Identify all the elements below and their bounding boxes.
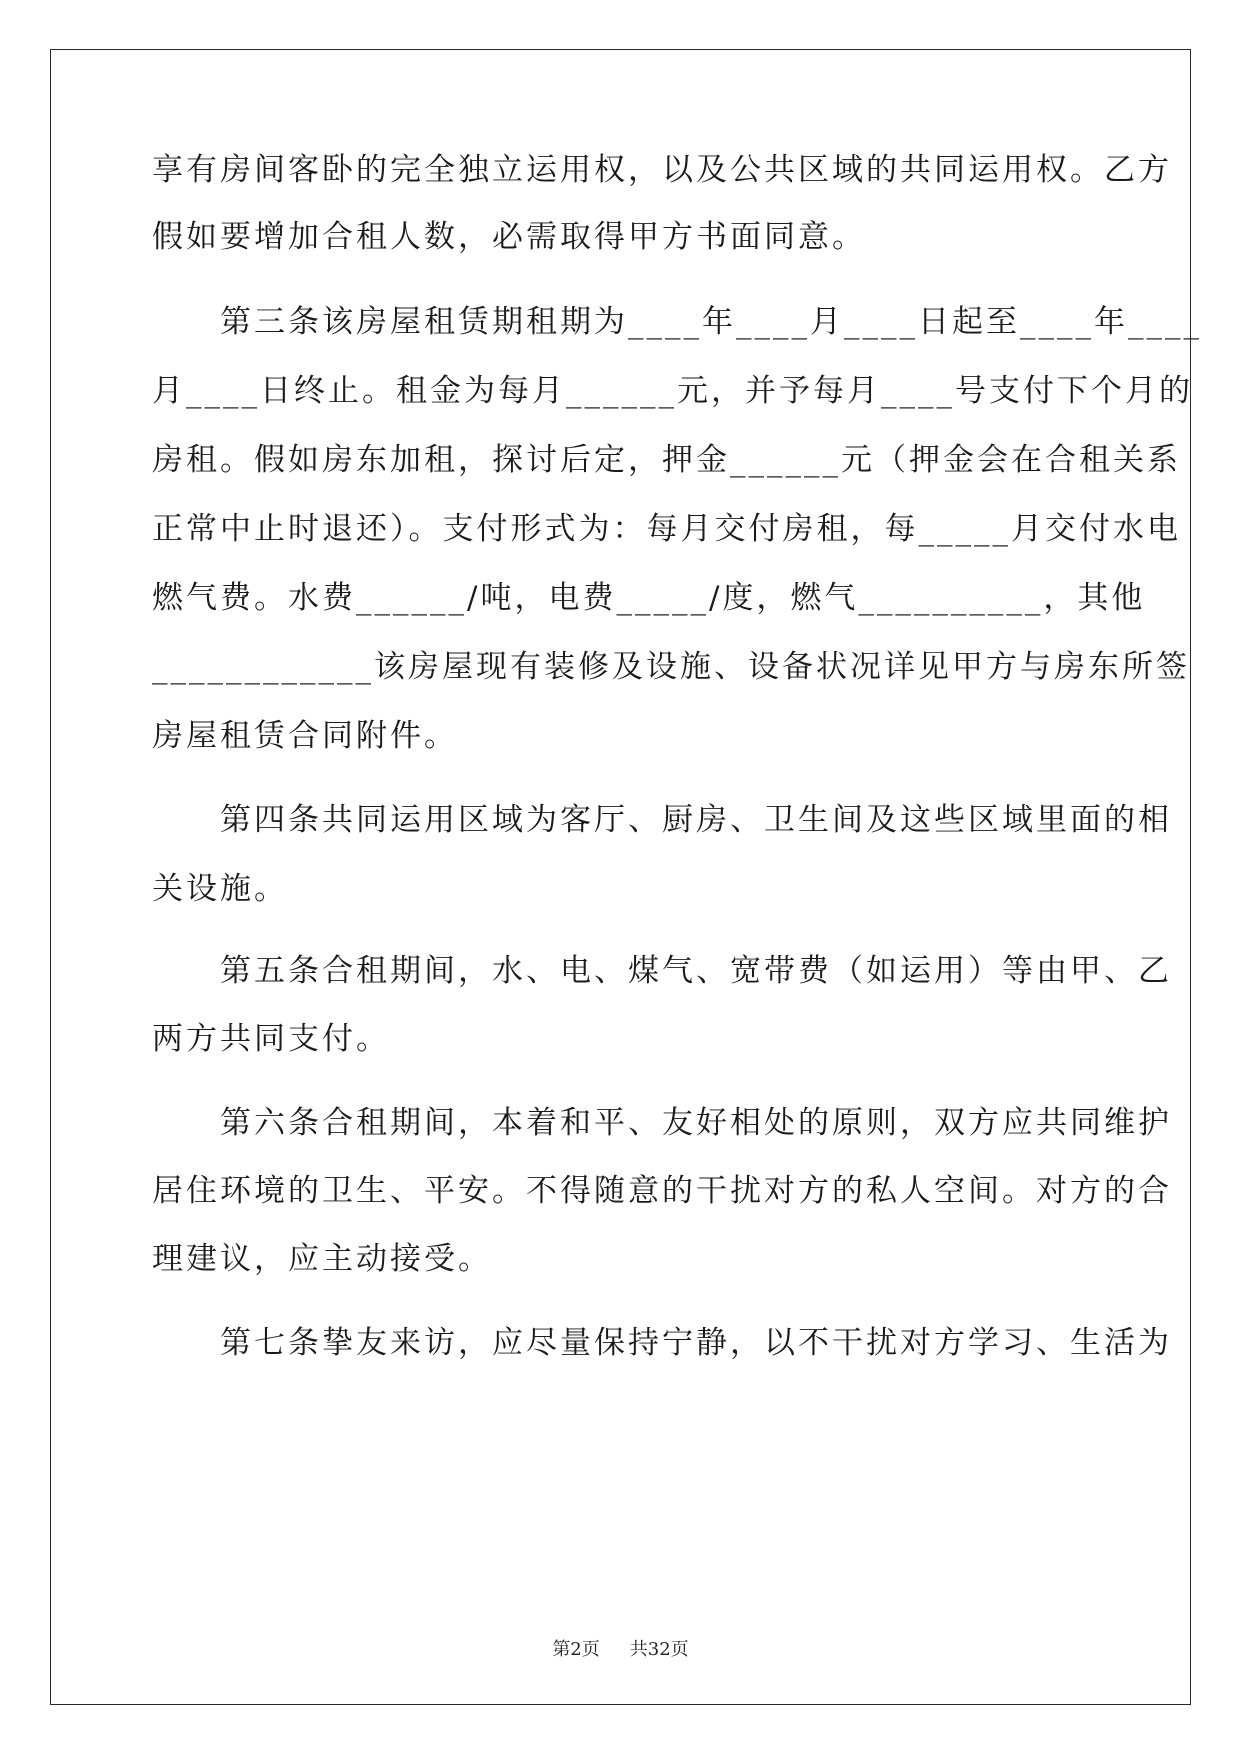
text-line: 第六条合租期间，本着和平、友好相处的原则，双方应共同维护 — [152, 1105, 1172, 1141]
text-line: 居住环境的卫生、平安。不得随意的干扰对方的私人空间。对方的合 — [152, 1173, 1172, 1209]
text-line: 燃气费。水费______/吨，电费_____/度，燃气__________，其他 — [152, 580, 1146, 616]
page-footer — [0, 1635, 1241, 1661]
text-line: 关设施。 — [152, 871, 288, 907]
text-line: 享有房间客卧的完全独立运用权，以及公共区域的共同运用权。乙方 — [152, 152, 1172, 188]
text-line: 假如要增加合租人数，必需取得甲方书面同意。 — [152, 219, 866, 255]
text-line: 第七条挚友来访，应尽量保持宁静，以不干扰对方学习、生活为 — [152, 1325, 1172, 1361]
text-line: 房租。假如房东加租，探讨后定，押金______元（押金会在合租关系 — [152, 442, 1181, 478]
text-line: ____________该房屋现有装修及设施、设备状况详见甲方与房东所签 — [152, 649, 1190, 685]
text-line: 第三条该房屋租赁期租期为____年____月____日起至____年____ — [152, 304, 1202, 340]
text-line: 第四条共同运用区域为客厅、厨房、卫生间及这些区域里面的相 — [152, 802, 1172, 838]
page-number: 第2页 — [552, 1639, 600, 1660]
text-line: 房屋租赁合同附件。 — [152, 718, 458, 754]
text-line: 理建议，应主动接受。 — [152, 1241, 492, 1277]
text-line: 第五条合租期间，水、电、煤气、宽带费（如运用）等由甲、乙 — [152, 953, 1172, 989]
text-line: 正常中止时退还）。支付形式为：每月交付房租，每_____月交付水电 — [152, 511, 1181, 547]
text-line: 月____日终止。租金为每月______元，并予每月____号支付下个月的 — [152, 373, 1193, 409]
text-line: 两方共同支付。 — [152, 1021, 390, 1057]
page-total: 共32页 — [629, 1639, 689, 1660]
